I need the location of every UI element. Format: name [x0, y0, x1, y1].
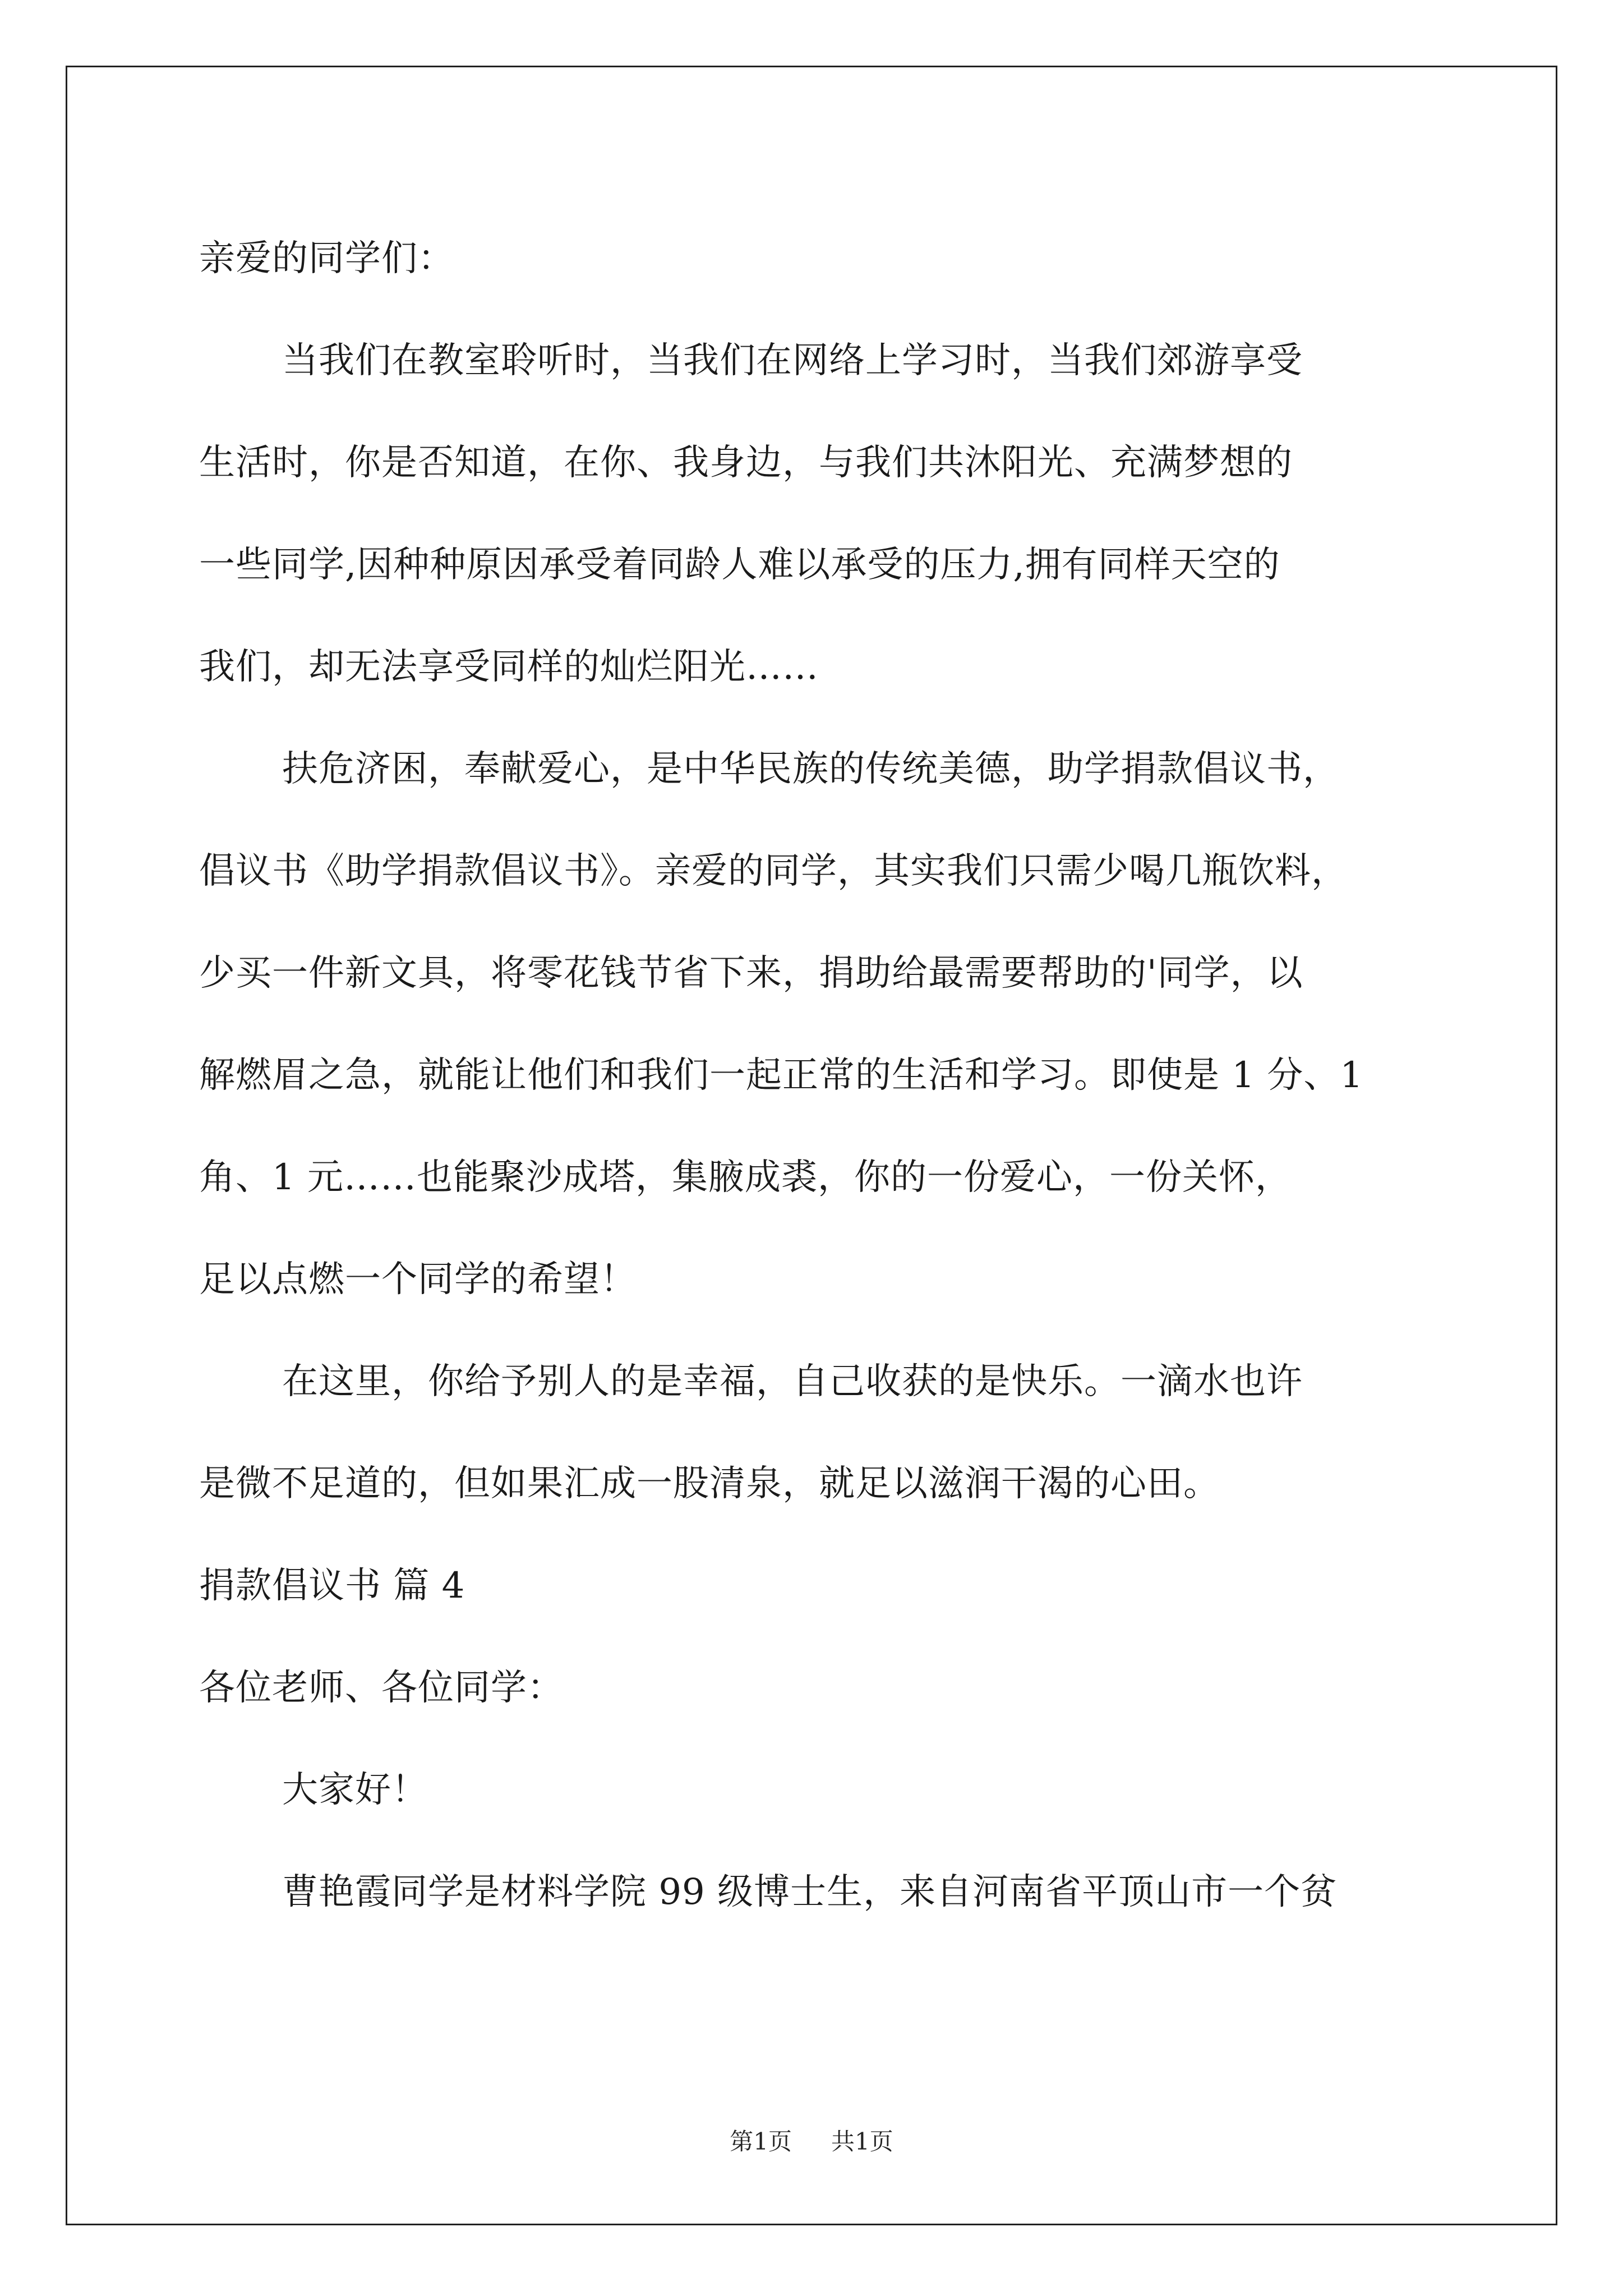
salutation-line: 亲爱的同学们： — [199, 238, 454, 279]
paragraph-line: 倡议书《助学捐款倡议书》。亲爱的同学，其实我们只需少喝几瓶饮料， — [199, 850, 1348, 892]
paragraph-line: 解燃眉之急，就能让他们和我们一起正常的生活和学习。即使是 1 分、1 — [199, 1055, 1364, 1096]
paragraph-line: 曹艳霞同学是材料学院 99 级博士生，来自河南省平顶山市一个贫 — [282, 1871, 1338, 1913]
paragraph-line: 少买一件新文具，将零花钱节省下来，捐助给最需要帮助的'同学，以 — [199, 953, 1303, 994]
paragraph-line: 角、1 元……也能聚沙成塔，集腋成裘，你的一份爱心，一份关怀， — [199, 1157, 1292, 1198]
paragraph-line: 在这里，你给予别人的是幸福，自己收获的是快乐。一滴水也许 — [282, 1361, 1303, 1402]
paragraph-line: 一些同学,因种种原因承受着同龄人难以承受的压力,拥有同样天空的 — [199, 544, 1280, 586]
document-body — [199, 208, 1478, 1943]
page-footer — [0, 2126, 1623, 2157]
page-number: 第1页 — [730, 2128, 792, 2155]
paragraph-line: 我们，却无法享受同样的灿烂阳光…… — [199, 646, 819, 688]
section-heading: 捐款倡议书 篇 4 — [199, 1565, 465, 1607]
salutation-line: 各位老师、各位同学： — [199, 1667, 564, 1709]
greeting-line: 大家好！ — [282, 1769, 428, 1811]
paragraph-line: 扶危济困，奉献爱心，是中华民族的传统美德，助学捐款倡议书， — [282, 748, 1339, 790]
paragraph-line: 足以点燃一个同学的希望！ — [199, 1259, 637, 1300]
paragraph-line: 是微不足道的，但如果汇成一股清泉，就足以滋润干渴的心田。 — [199, 1463, 1220, 1504]
paragraph-line: 当我们在教室聆听时，当我们在网络上学习时，当我们郊游享受 — [282, 340, 1303, 381]
paragraph-line: 生活时，你是否知道，在你、我身边，与我们共沐阳光、充满梦想的 — [199, 442, 1293, 484]
page-total: 共1页 — [831, 2128, 893, 2155]
